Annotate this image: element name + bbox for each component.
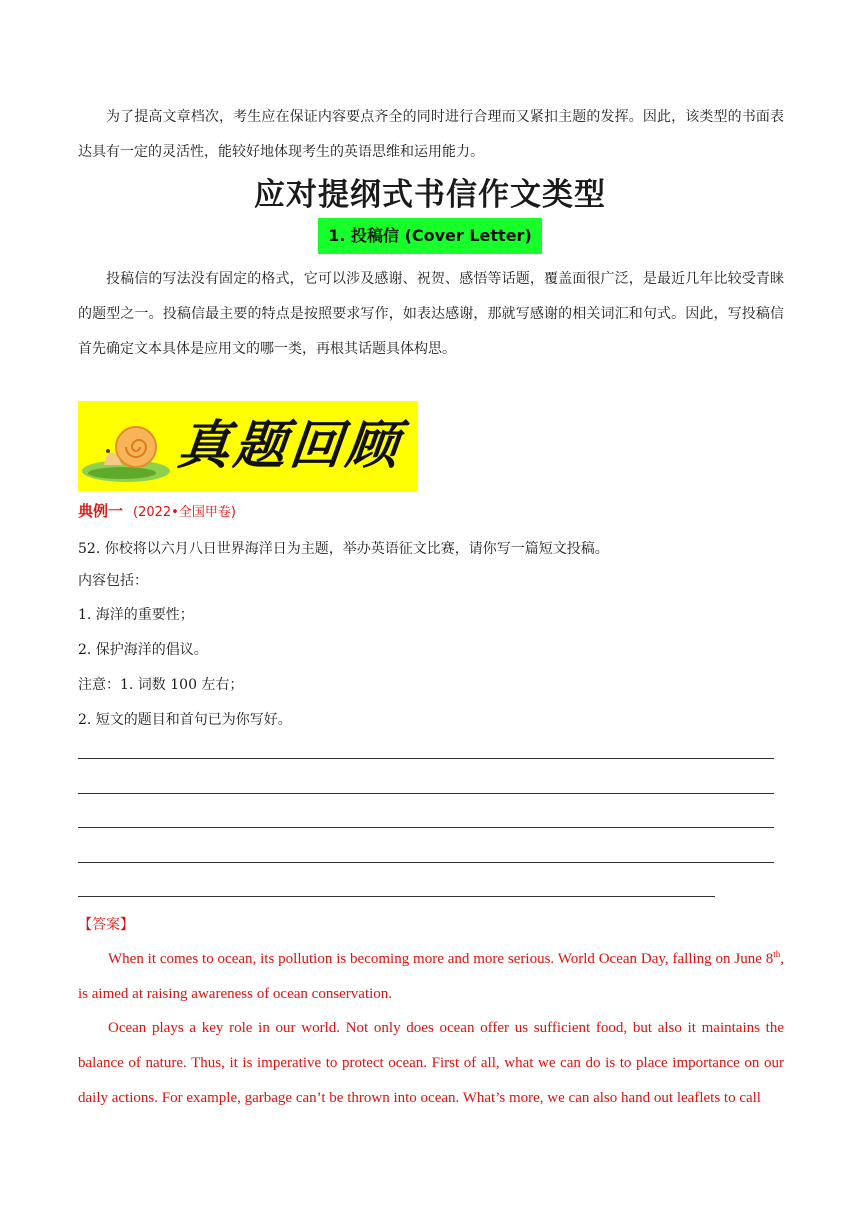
note-1: 注意：1. 词数 100 左右； [78, 677, 244, 693]
section-title: 应对提纲式书信作文类型 [254, 177, 606, 213]
answer-line [78, 793, 774, 794]
banner-title: 真题回顾 [174, 415, 406, 476]
answer-line [78, 896, 715, 897]
content-point-2: 2. 保护海洋的倡议。 [78, 642, 208, 658]
example-label [78, 499, 236, 525]
note-2: 2. 短文的题目和首句已为你写好。 [78, 712, 292, 728]
subtitle-highlight: 1. 投稿信 (Cover Letter) [318, 218, 542, 254]
answer-p1-text: When it comes to ocean, its pollution is becoming more and more serious. World Ocean Day, falling on June 8 [108, 951, 774, 967]
intro-paragraph: 为了提高文章档次，考生应在保证内容要点齐全的同时进行合理而又紧扣主题的发挥。因此，该类型的书面表达具有一定的灵活性，能较好地体现考生的英语思维和运用能力。 [78, 109, 784, 160]
answer-paragraph-1 [78, 942, 784, 1012]
answer-p1-sup: th [773, 949, 781, 959]
answer-p1-text-end: , is aimed at raising awareness of ocean conservation. [78, 951, 784, 1002]
content-header: 内容包括： [78, 573, 148, 589]
answer-line [78, 758, 774, 759]
question-prompt: 52. 你校将以六月八日世界海洋日为主题，举办英语征文比赛，请你写一篇短文投稿。 [78, 541, 609, 557]
answer-tag: 【答案】 [78, 917, 134, 933]
content-point-1: 1. 海洋的重要性； [78, 607, 194, 623]
subtitle-container [0, 218, 860, 254]
example-title: 典例一 [78, 502, 124, 520]
snail-icon [78, 401, 178, 491]
answer-line [78, 862, 774, 863]
answer-paragraph-2: Ocean plays a key role in our world. Not only does ocean offer us sufficient food, but also it maintains the balance of nature. Thus, it is imperative to protect ocean. First of all, what we can do is to place importance on our daily actions. For example, garbage can’t be thrown into ocean. What’s more, we can also hand out leaflets to call [78, 1020, 784, 1106]
review-banner [78, 401, 418, 491]
example-source: (2022•全国甲卷) [133, 505, 236, 520]
answer-line [78, 827, 774, 828]
description-paragraph: 投稿信的写法没有固定的格式，它可以涉及感谢、祝贺、感悟等话题，覆盖面很广泛，是最近几年比较受青睐的题型之一。投稿信最主要的特点是按照要求写作，如表达感谢，那就写感谢的相关词汇和句式。因此，写投稿信首先确定文本具体是应用文的哪一类，再根其话题具体构思。 [78, 271, 784, 357]
